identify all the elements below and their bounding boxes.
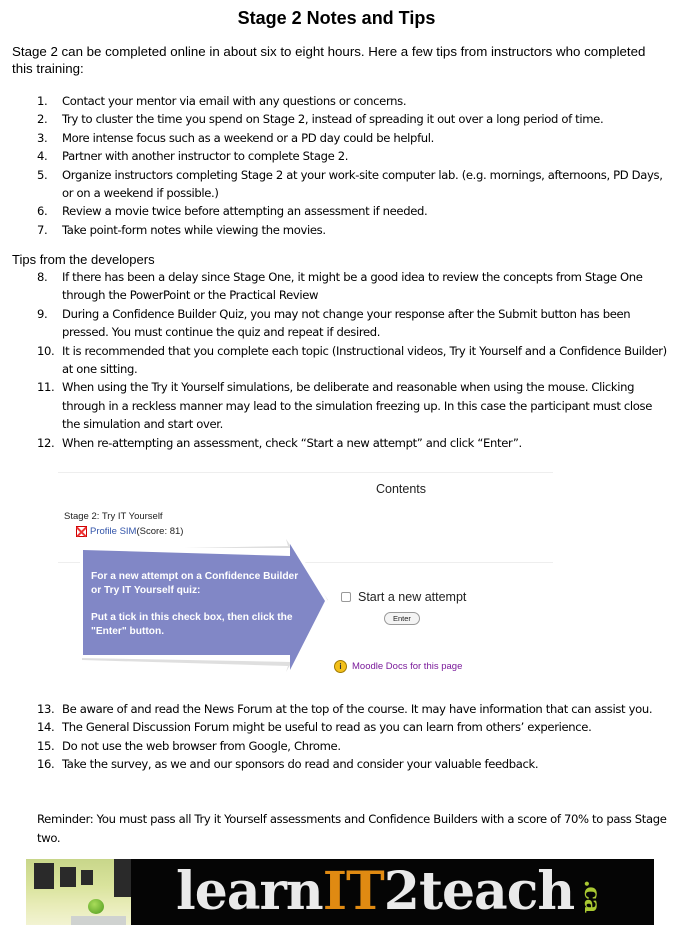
list-item [37, 378, 667, 433]
item-text: When re-attempting an assessment, check “Start a new attempt” and click “Enter”. [62, 435, 522, 450]
item-text: Take point-form notes while viewing the movies. [62, 222, 326, 237]
item-number: 16. [37, 757, 55, 772]
moodle-docs-label[interactable]: Moodle Docs for this page [352, 661, 463, 672]
list-item [37, 147, 667, 165]
item-text: Review a movie twice before attempting an assessment if needed. [62, 204, 428, 219]
profile-score: (Score: 81) [136, 526, 184, 537]
item-number: 4. [37, 149, 48, 164]
item-number: 2. [37, 112, 48, 127]
list-item [37, 221, 667, 239]
item-text: When using the Try it Yourself simulations, be deliberate and reasonable when using the mouse. Clicking through in a reckless manner may lead to the simulation freezing up. In this case the participant must close the simulation and start over. [62, 380, 653, 432]
list-item [37, 166, 667, 203]
document-icon [76, 526, 87, 537]
instructor-tips-list [37, 92, 667, 239]
page-title: Stage 2 Notes and Tips [237, 8, 436, 28]
item-text: It is recommended that you complete each topic (Instructional videos, Try it Yourself and a Confidence Builder) at one sitting. [62, 343, 667, 377]
callout-line-2: Put a tick in this check box, then click the "Enter" button. [91, 612, 293, 637]
divider [58, 472, 553, 473]
list-item [37, 202, 667, 220]
item-number: 15. [37, 738, 55, 753]
item-number: 6. [37, 204, 48, 219]
classroom-photo [26, 859, 131, 925]
learnit2teach-banner [26, 859, 654, 925]
logo-text-learn: learn [176, 861, 323, 922]
list-item [37, 110, 667, 128]
logo-text-ca: .ca [579, 879, 606, 912]
item-text: Do not use the web browser from Google, Chrome. [62, 738, 341, 753]
item-number: 14. [37, 720, 55, 735]
list-item [37, 129, 667, 147]
list-item [37, 718, 667, 736]
item-text: Take the survey, as we and our sponsors do read and consider your valuable feedback. [62, 757, 539, 772]
item-text: The General Discussion Forum might be useful to read as you can learn from others’ experience. [62, 720, 592, 735]
item-number: 5. [37, 167, 48, 182]
developer-tips-heading: Tips from the developers [12, 252, 155, 267]
list-item [37, 92, 667, 110]
developer-tips-list [37, 268, 667, 452]
list-item [37, 434, 667, 452]
logo-text-2teach: 2teach [383, 861, 575, 922]
list-item [37, 737, 667, 755]
reminder-text: Reminder: You must pass all Try it Yourself assessments and Confidence Builders with a score of 70% to pass Stage two. [37, 812, 667, 845]
item-number: 11. [37, 380, 55, 395]
item-number: 10. [37, 343, 55, 358]
list-item [37, 305, 667, 342]
profile-sim-item [76, 526, 183, 537]
moodle-docs-link[interactable] [334, 660, 462, 673]
info-icon: i [334, 660, 347, 673]
apple-icon [88, 899, 104, 914]
new-attempt-checkbox[interactable] [341, 592, 351, 602]
list-item [37, 755, 667, 773]
callout-line-1: For a new attempt on a Confidence Builder or Try IT Yourself quiz: [91, 571, 299, 596]
item-text: During a Confidence Builder Quiz, you may not change your response after the Submit button has been pressed. You must continue the quiz and repeat if desired. [62, 306, 631, 340]
item-number: 7. [37, 222, 48, 237]
list-item [37, 342, 667, 379]
intro-paragraph: Stage 2 can be completed online in about six to eight hours. Here a few tips from instructors who completed this training: [12, 44, 646, 76]
profile-sim-link[interactable]: Profile SIM [90, 526, 137, 537]
stage-label: Stage 2: Try IT Yourself [64, 511, 163, 522]
item-text: If there has been a delay since Stage One, it might be a good idea to review the concepts from Stage One through the PowerPoint or the Practical Review [62, 270, 643, 303]
logo [176, 861, 609, 925]
callout-text [91, 570, 301, 652]
contents-heading: Contents [376, 482, 427, 496]
item-number: 13. [37, 702, 55, 716]
item-text: Try to cluster the time you spend on Stage 2, instead of spreading it out over a long period of time. [62, 112, 604, 127]
list-item [37, 268, 667, 305]
list-item [37, 700, 667, 718]
item-text: Contact your mentor via email with any questions or concerns. [62, 94, 407, 108]
item-text: Partner with another instructor to complete Stage 2. [62, 149, 349, 164]
item-number: 3. [37, 130, 48, 145]
item-text: More intense focus such as a weekend or a PD day could be helpful. [62, 130, 434, 145]
item-number: 12. [37, 435, 55, 450]
item-number: 8. [37, 270, 48, 284]
item-text: Organize instructors completing Stage 2 at your work-site computer lab. (e.g. mornings, afternoons, PD Days, or on a weekend if possible.) [62, 167, 663, 201]
more-tips-list [37, 700, 667, 774]
logo-text-it: IT [322, 861, 384, 922]
item-number: 1. [37, 94, 48, 108]
new-attempt-option[interactable] [341, 590, 466, 604]
new-attempt-label: Start a new attempt [358, 590, 467, 604]
item-text: Be aware of and read the News Forum at the top of the course. It may have information that can assist you. [62, 702, 653, 716]
item-number: 9. [37, 306, 48, 321]
enter-button[interactable]: Enter [384, 612, 420, 625]
moodle-screenshot [58, 470, 553, 680]
